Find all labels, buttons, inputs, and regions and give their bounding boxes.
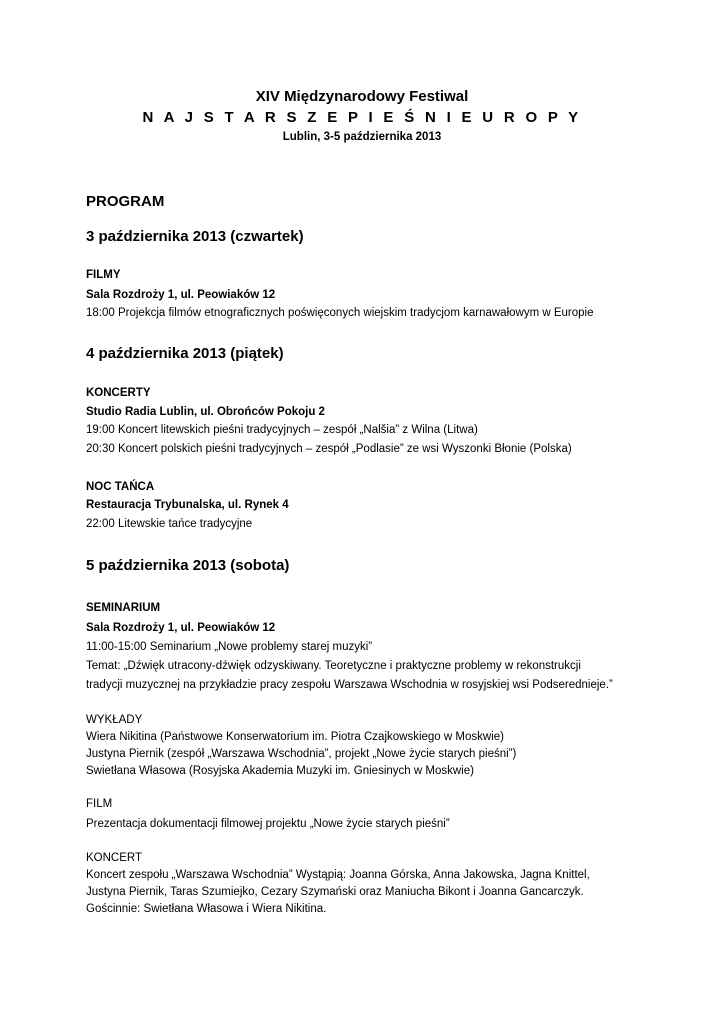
- program-item: 18:00 Projekcja filmów etnograficznych poświęconych wiejskim tradycjom karnawałowym w Europie: [86, 307, 594, 319]
- festival-place-date: Lublin, 3-5 października 2013: [282, 131, 442, 143]
- day-heading: 4 października 2013 (piątek): [86, 345, 284, 362]
- program-item: tradycji muzycznej na przykładzie pracy zespołu Warszawa Wschodnia w rosyjskiej wsi Podserednieje.”: [86, 679, 613, 691]
- day-heading: 3 października 2013 (czwartek): [86, 228, 304, 245]
- day-heading: 5 października 2013 (sobota): [86, 557, 290, 574]
- program-item: 22:00 Litewskie tańce tradycyjne: [86, 518, 253, 530]
- venue-label: Sala Rozdroży 1, ul. Peowiaków 12: [86, 289, 276, 301]
- program-heading: PROGRAM: [86, 193, 165, 210]
- program-item: 20:30 Koncert polskich pieśni tradycyjnych – zespół „Podlasie” ze wsi Wyszonki Błonie (Polska): [86, 443, 572, 455]
- category-label: FILM: [86, 798, 113, 810]
- program-item: Gościnnie: Swietłana Własowa i Wiera Nikitina.: [86, 903, 327, 915]
- program-item: Justyna Piernik, Taras Szumiejko, Cezary Szymański oraz Maniucha Bikont i Joanna Gancarczyk.: [86, 886, 584, 898]
- category-label: NOC TAŃCA: [86, 481, 155, 493]
- festival-name: N A J S T A R S Z E P I E Ś N I E U R O P Y: [142, 109, 582, 126]
- venue-label: Studio Radia Lublin, ul. Obrońców Pokoju 2: [86, 406, 325, 418]
- festival-title: XIV Międzynarodowy Festiwal: [255, 88, 469, 105]
- venue-label: Sala Rozdroży 1, ul. Peowiaków 12: [86, 622, 276, 634]
- category-label: SEMINARIUM: [86, 602, 161, 614]
- lecturer-item: Wiera Nikitina (Państwowe Konserwatorium im. Piotra Czajkowskiego w Moskwie): [86, 731, 504, 743]
- category-label: KONCERT: [86, 852, 143, 864]
- program-item: 11:00-15:00 Seminarium „Nowe problemy starej muzyki”: [86, 641, 373, 653]
- lecturer-item: Swietłana Własowa (Rosyjska Akademia Muzyki im. Gniesinych w Moskwie): [86, 765, 474, 777]
- category-label: FILMY: [86, 269, 121, 281]
- venue-label: Restauracja Trybunalska, ul. Rynek 4: [86, 499, 289, 511]
- program-item: Temat: „Dźwięk utracony-dźwięk odzyskiwany. Teoretyczne i praktyczne problemy w rekonstrukcji: [86, 660, 581, 672]
- program-item: Prezentacja dokumentacji filmowej projektu „Nowe życie starych pieśni”: [86, 818, 450, 830]
- category-label: WYKŁADY: [86, 714, 143, 726]
- category-label: KONCERTY: [86, 387, 151, 399]
- lecturer-item: Justyna Piernik (zespół „Warszawa Wschodnia”, projekt „Nowe życie starych pieśni”): [86, 748, 517, 760]
- program-item: Koncert zespołu „Warszawa Wschodnia” Wystąpią: Joanna Górska, Anna Jakowska, Jagna Knittel,: [86, 869, 590, 881]
- program-item: 19:00 Koncert litewskich pieśni tradycyjnych – zespół „Nalšia” z Wilna (Litwa): [86, 424, 478, 436]
